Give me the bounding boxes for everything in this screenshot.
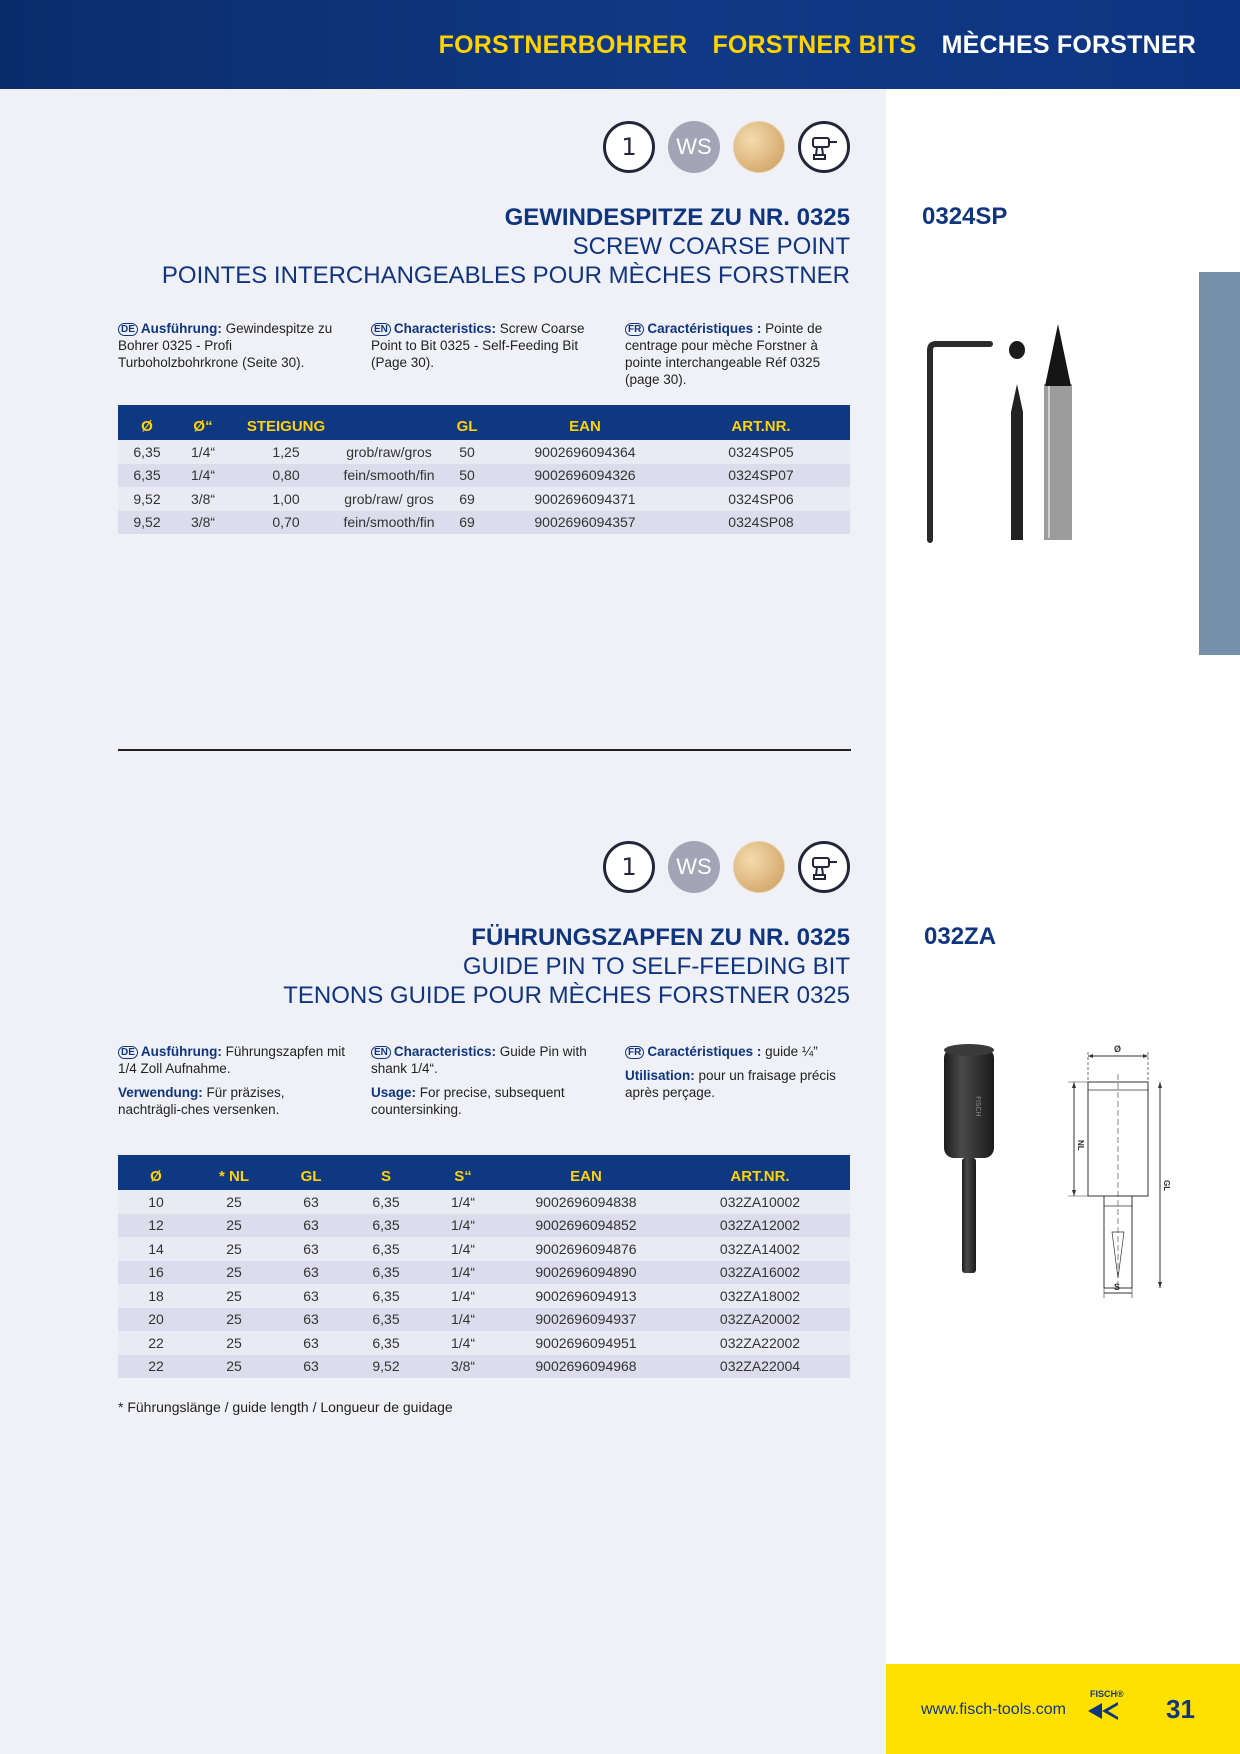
table-cell: 9002696094951 — [502, 1331, 670, 1355]
dim-label-nl: NL — [1076, 1140, 1085, 1151]
table-cell: 20 — [118, 1308, 194, 1332]
table-header-cell: ART.NR. — [670, 1155, 850, 1190]
table-cell: 69 — [436, 511, 498, 535]
table-cell: 9,52 — [348, 1355, 424, 1379]
table-header-cell: S“ — [424, 1155, 502, 1190]
dim-label-diameter: Ø — [1114, 1044, 1122, 1054]
wood-icon — [733, 841, 785, 893]
table-cell: 9002696094326 — [498, 464, 672, 488]
page-header — [0, 0, 1240, 89]
table-row — [118, 1355, 850, 1379]
table-cell: 032ZA14002 — [670, 1237, 850, 1261]
feature-icons-1 — [603, 121, 850, 173]
section2-desc-fr — [625, 1043, 853, 1101]
desc-heading: Characteristics: — [393, 321, 496, 336]
table-cell: 18 — [118, 1284, 194, 1308]
table-cell: 1/4“ — [424, 1331, 502, 1355]
table-cell: 0324SP08 — [672, 511, 850, 535]
table-header-cell: STEIGUNG — [230, 405, 342, 440]
table-cell: 0324SP06 — [672, 487, 850, 511]
table-row — [118, 487, 850, 511]
table-row — [118, 1237, 850, 1261]
desc-heading: Ausführung: — [140, 1044, 222, 1059]
table-cell: 1,25 — [230, 440, 342, 464]
header-title-en: FORSTNER BITS — [712, 31, 917, 59]
table-cell: 22 — [118, 1331, 194, 1355]
section1-desc-de — [118, 320, 346, 371]
table-cell: 032ZA22002 — [670, 1331, 850, 1355]
one-piece-icon: 1 — [603, 121, 655, 173]
table-cell: 9002696094371 — [498, 487, 672, 511]
table-cell: 032ZA16002 — [670, 1261, 850, 1285]
table-cell: 9002696094364 — [498, 440, 672, 464]
table-cell: 0,70 — [230, 511, 342, 535]
table-cell: 63 — [274, 1237, 348, 1261]
table-cell: 25 — [194, 1308, 274, 1332]
table-cell: 25 — [194, 1261, 274, 1285]
desc-text: Gewindespitze zu Bohrer 0325 - Profi Turboholzbohrkrone (Seite 30). — [118, 321, 333, 370]
desc-text: Für präzises, nachträgli-ches versenken. — [118, 1085, 285, 1117]
section1-desc-en — [371, 320, 599, 371]
table-cell: 1/4“ — [424, 1237, 502, 1261]
guide-pin-shank — [962, 1158, 976, 1273]
desc-text: Führungszapfen mit 1/4 Zoll Aufnahme. — [118, 1044, 345, 1076]
header-title-de: FORSTNERBOHRER — [438, 31, 688, 59]
table-row — [118, 1214, 850, 1238]
table-cell: 6,35 — [348, 1308, 424, 1332]
table-cell: 1/4“ — [176, 440, 230, 464]
lang-fr-badge: FR — [625, 323, 644, 336]
feature-icons-2 — [603, 841, 850, 893]
table-cell: 6,35 — [348, 1261, 424, 1285]
table-cell: 63 — [274, 1308, 348, 1332]
table-cell: 9002696094838 — [502, 1190, 670, 1214]
page-footer — [886, 1664, 1240, 1754]
table-header-cell: Ø — [118, 405, 176, 440]
lang-en-badge: EN — [371, 323, 391, 336]
table-cell: 0324SP07 — [672, 464, 850, 488]
table-row — [118, 1261, 850, 1285]
desc-text: Guide Pin with shank 1/4“. — [371, 1044, 587, 1076]
table-cell: 63 — [274, 1190, 348, 1214]
table-cell: 9002696094357 — [498, 511, 672, 535]
table-cell: 16 — [118, 1261, 194, 1285]
table-header-cell: GL — [436, 405, 498, 440]
table-cell: 6,35 — [348, 1237, 424, 1261]
table-cell: 1/4“ — [176, 464, 230, 488]
table-header-row — [118, 405, 850, 440]
table-cell: 63 — [274, 1331, 348, 1355]
table-cell: 50 — [436, 464, 498, 488]
table-cell: 69 — [436, 487, 498, 511]
set-screw-shape — [1009, 341, 1025, 359]
small-point-shape — [1011, 384, 1023, 540]
table-cell: 63 — [274, 1284, 348, 1308]
website-link[interactable]: www.fisch-tools.com — [921, 1701, 1066, 1718]
table-cell: 63 — [274, 1261, 348, 1285]
large-point-shape — [1045, 324, 1071, 386]
table-cell: 12 — [118, 1214, 194, 1238]
table-cell: 25 — [194, 1355, 274, 1379]
desc-heading: Verwendung: — [118, 1085, 203, 1100]
table-cell: grob/raw/ gros — [342, 487, 436, 511]
dim-label-s: S — [1114, 1282, 1121, 1292]
section2-title-en: GUIDE PIN TO SELF-FEEDING BIT — [462, 953, 850, 980]
table-cell: 3/8“ — [176, 511, 230, 535]
desc-text: Screw Coarse Point to Bit 0325 - Self-Feeding Bit (Page 30). — [371, 321, 585, 370]
table-row — [118, 1190, 850, 1214]
table-cell: 6,35 — [348, 1190, 424, 1214]
table-row — [118, 464, 850, 488]
desc-heading: Utilisation: — [625, 1068, 695, 1083]
lang-de-badge: DE — [118, 1046, 138, 1059]
table-cell: fein/smooth/fin — [342, 511, 436, 535]
desc-text: pour un fraisage précis après perçage. — [625, 1068, 836, 1100]
section1-desc-fr — [625, 320, 853, 388]
section1-title-en: SCREW COARSE POINT — [572, 233, 850, 260]
allen-key-shape — [930, 344, 990, 540]
section2-title-fr: TENONS GUIDE POUR MÈCHES FORSTNER 0325 — [283, 982, 850, 1009]
desc-text: guide ¼” — [765, 1044, 818, 1059]
table-header-cell: Ø“ — [176, 405, 230, 440]
table-row — [118, 1331, 850, 1355]
guide-pin-body — [944, 1048, 994, 1158]
desc-heading: Characteristics: — [393, 1044, 496, 1059]
table-cell: 9002696094913 — [502, 1284, 670, 1308]
section2-desc-de — [118, 1043, 346, 1118]
table-cell: 50 — [436, 440, 498, 464]
table-cell: 9002696094852 — [502, 1214, 670, 1238]
table-cell: 6,35 — [348, 1284, 424, 1308]
drill-icon — [798, 121, 850, 173]
section1-code: 0324SP — [922, 203, 1008, 230]
table-header-cell — [342, 405, 436, 440]
table-cell: 6,35 — [348, 1214, 424, 1238]
table-header-cell: GL — [274, 1155, 348, 1190]
table-row — [118, 1308, 850, 1332]
header-title-fr: MÈCHES FORSTNER — [941, 31, 1196, 59]
table-cell: 9,52 — [118, 511, 176, 535]
table-header-cell: * NL — [194, 1155, 274, 1190]
table-cell: 032ZA12002 — [670, 1214, 850, 1238]
dim-label-gl: GL — [1162, 1180, 1171, 1192]
table-cell: 25 — [194, 1237, 274, 1261]
ws-icon: WS — [668, 121, 720, 173]
table-header-cell: Ø — [118, 1155, 194, 1190]
table-cell: 10 — [118, 1190, 194, 1214]
table-footnote: * Führungslänge / guide length / Longueur de guidage — [118, 1399, 453, 1415]
brand-name: FISCH® — [1090, 1689, 1124, 1699]
table-header-row — [118, 1155, 850, 1190]
table-cell: 032ZA22004 — [670, 1355, 850, 1379]
section2-code: 032ZA — [924, 923, 997, 950]
section2-desc-en — [371, 1043, 599, 1118]
section1-title-fr: POINTES INTERCHANGEABLES POUR MÈCHES FORSTNER — [161, 262, 850, 289]
desc-heading: Caractéristiques : — [647, 321, 762, 336]
desc-text: For precise, subsequent countersinking. — [371, 1085, 565, 1117]
table-header-cell: EAN — [502, 1155, 670, 1190]
table-cell: 6,35 — [118, 464, 176, 488]
fisch-logo-icon — [1088, 1702, 1122, 1720]
table-cell: 63 — [274, 1355, 348, 1379]
table-header-cell: EAN — [498, 405, 672, 440]
table-cell: 1/4“ — [424, 1284, 502, 1308]
table-cell: 25 — [194, 1331, 274, 1355]
table-cell: 9002696094937 — [502, 1308, 670, 1332]
table-cell: 1,00 — [230, 487, 342, 511]
table-cell: 032ZA10002 — [670, 1190, 850, 1214]
page-number: 31 — [1166, 1694, 1195, 1724]
section1-title — [162, 203, 850, 290]
table-cell: 0,80 — [230, 464, 342, 488]
chapter-tab — [1199, 272, 1240, 655]
guide-pin-technical-drawing — [1060, 1040, 1180, 1300]
table-cell: 9002696094890 — [502, 1261, 670, 1285]
table-cell: 3/8“ — [424, 1355, 502, 1379]
wood-icon — [733, 121, 785, 173]
table-cell: grob/raw/gros — [342, 440, 436, 464]
table-row — [118, 440, 850, 464]
table-cell: 1/4“ — [424, 1190, 502, 1214]
table-header-cell: S — [348, 1155, 424, 1190]
guide-pin-top — [944, 1044, 994, 1056]
desc-text: Pointe de centrage pour mèche Forstner à pointe interchangeable Réf 0325 (page 30). — [625, 321, 823, 387]
guide-pin-product-image — [930, 1040, 1010, 1280]
section2-title-de: FÜHRUNGSZAPFEN ZU NR. 0325 — [471, 924, 850, 951]
drill-icon — [798, 841, 850, 893]
table-cell: 032ZA18002 — [670, 1284, 850, 1308]
section-divider — [118, 749, 851, 751]
table-cell: 9002696094876 — [502, 1237, 670, 1261]
one-piece-icon: 1 — [603, 841, 655, 893]
table-cell: 032ZA20002 — [670, 1308, 850, 1332]
ws-icon: WS — [668, 841, 720, 893]
table-cell: 25 — [194, 1190, 274, 1214]
header-titles — [421, 31, 1196, 60]
table-cell: 6,35 — [118, 440, 176, 464]
desc-heading: Usage: — [371, 1085, 417, 1100]
table-cell: 25 — [194, 1214, 274, 1238]
table-cell: 22 — [118, 1355, 194, 1379]
screw-point-product-image — [918, 320, 1078, 545]
table-cell: fein/smooth/fin — [342, 464, 436, 488]
table-cell: 63 — [274, 1214, 348, 1238]
table-cell: 0324SP05 — [672, 440, 850, 464]
table-row — [118, 1284, 850, 1308]
table-cell: 1/4“ — [424, 1214, 502, 1238]
lang-de-badge: DE — [118, 323, 138, 336]
table-cell: 3/8“ — [176, 487, 230, 511]
table-cell: 9002696094968 — [502, 1355, 670, 1379]
table-header-cell: ART.NR. — [672, 405, 850, 440]
section2-title — [283, 923, 850, 1010]
section2-spec-table — [118, 1155, 850, 1378]
section1-spec-table — [118, 405, 850, 534]
table-cell: 14 — [118, 1237, 194, 1261]
table-row — [118, 511, 850, 535]
guide-pin-stamp: FISCH — [974, 1096, 982, 1117]
table-cell: 1/4“ — [424, 1308, 502, 1332]
desc-heading: Caractéristiques : — [647, 1044, 762, 1059]
table-cell: 25 — [194, 1284, 274, 1308]
table-cell: 1/4“ — [424, 1261, 502, 1285]
lang-fr-badge: FR — [625, 1046, 644, 1059]
section1-title-de: GEWINDESPITZE ZU NR. 0325 — [504, 204, 850, 231]
desc-heading: Ausführung: — [140, 321, 222, 336]
table-cell: 9,52 — [118, 487, 176, 511]
lang-en-badge: EN — [371, 1046, 391, 1059]
table-cell: 6,35 — [348, 1331, 424, 1355]
